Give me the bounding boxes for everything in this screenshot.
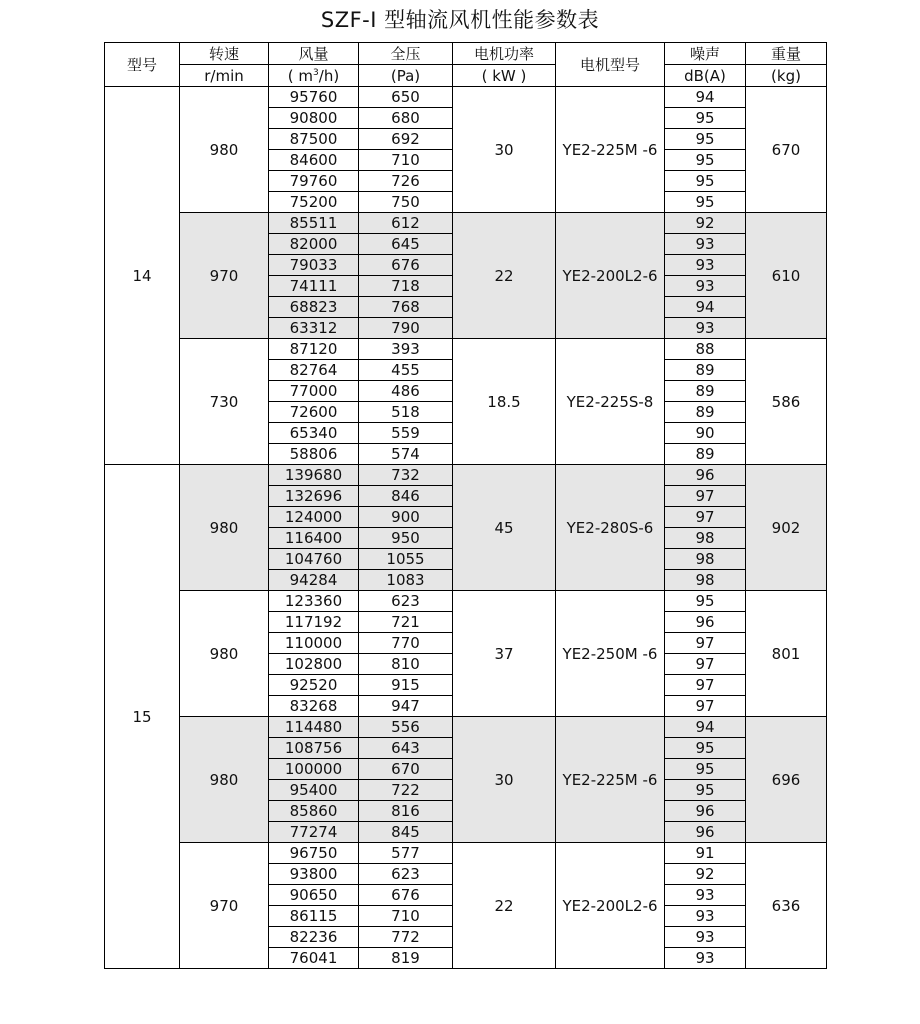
noise-cell: 96 [665, 801, 746, 822]
power-cell: 30 [453, 87, 556, 213]
pressure-cell: 623 [359, 591, 453, 612]
table-row [105, 465, 827, 486]
header-pressure-unit: (Pa) [359, 65, 453, 87]
noise-cell: 97 [665, 654, 746, 675]
table-row [105, 339, 827, 360]
airflow-cell: 85860 [269, 801, 359, 822]
table-row [105, 843, 827, 864]
airflow-cell: 95760 [269, 87, 359, 108]
pressure-cell: 559 [359, 423, 453, 444]
speed-cell: 980 [180, 87, 269, 213]
noise-cell: 91 [665, 843, 746, 864]
airflow-cell: 85511 [269, 213, 359, 234]
pressure-cell: 950 [359, 528, 453, 549]
noise-cell: 97 [665, 633, 746, 654]
pressure-cell: 846 [359, 486, 453, 507]
power-cell: 45 [453, 465, 556, 591]
power-cell: 22 [453, 843, 556, 969]
airflow-cell: 100000 [269, 759, 359, 780]
weight-cell: 670 [746, 87, 827, 213]
noise-cell: 93 [665, 234, 746, 255]
airflow-cell: 92520 [269, 675, 359, 696]
airflow-cell: 117192 [269, 612, 359, 633]
pressure-cell: 643 [359, 738, 453, 759]
weight-cell: 636 [746, 843, 827, 969]
pressure-cell: 768 [359, 297, 453, 318]
airflow-cell: 108756 [269, 738, 359, 759]
airflow-cell: 76041 [269, 948, 359, 969]
noise-cell: 95 [665, 759, 746, 780]
pressure-cell: 556 [359, 717, 453, 738]
weight-cell: 696 [746, 717, 827, 843]
table-body [105, 87, 827, 969]
motor-cell: YE2-225S-8 [556, 339, 665, 465]
pressure-cell: 486 [359, 381, 453, 402]
pressure-cell: 645 [359, 234, 453, 255]
pressure-cell: 623 [359, 864, 453, 885]
pressure-cell: 710 [359, 906, 453, 927]
noise-cell: 90 [665, 423, 746, 444]
motor-cell: YE2-225M -6 [556, 87, 665, 213]
airflow-cell: 82000 [269, 234, 359, 255]
pressure-cell: 722 [359, 780, 453, 801]
airflow-cell: 132696 [269, 486, 359, 507]
speed-cell: 980 [180, 591, 269, 717]
pressure-cell: 574 [359, 444, 453, 465]
pressure-cell: 819 [359, 948, 453, 969]
pressure-cell: 810 [359, 654, 453, 675]
pressure-cell: 732 [359, 465, 453, 486]
speed-cell: 730 [180, 339, 269, 465]
pressure-cell: 718 [359, 276, 453, 297]
airflow-cell: 87120 [269, 339, 359, 360]
airflow-cell: 84600 [269, 150, 359, 171]
airflow-cell: 77274 [269, 822, 359, 843]
airflow-cell: 86115 [269, 906, 359, 927]
airflow-cell: 75200 [269, 192, 359, 213]
airflow-cell: 90800 [269, 108, 359, 129]
airflow-cell: 139680 [269, 465, 359, 486]
noise-cell: 93 [665, 948, 746, 969]
header-weight-unit: (kg) [746, 65, 827, 87]
power-cell: 30 [453, 717, 556, 843]
noise-cell: 89 [665, 402, 746, 423]
header-noise: 噪声 [665, 43, 746, 65]
noise-cell: 98 [665, 570, 746, 591]
noise-cell: 95 [665, 150, 746, 171]
header-model: 型号 [105, 43, 180, 87]
airflow-cell: 63312 [269, 318, 359, 339]
table-row [105, 213, 827, 234]
noise-cell: 94 [665, 717, 746, 738]
noise-cell: 95 [665, 192, 746, 213]
header-speed: 转速 [180, 43, 269, 65]
power-cell: 37 [453, 591, 556, 717]
motor-cell: YE2-200L2-6 [556, 213, 665, 339]
airflow-cell: 83268 [269, 696, 359, 717]
airflow-cell: 110000 [269, 633, 359, 654]
speed-cell: 970 [180, 843, 269, 969]
pressure-cell: 612 [359, 213, 453, 234]
header-unit-row [105, 65, 827, 87]
noise-cell: 96 [665, 612, 746, 633]
airflow-cell: 79760 [269, 171, 359, 192]
noise-cell: 93 [665, 276, 746, 297]
noise-cell: 89 [665, 381, 746, 402]
noise-cell: 95 [665, 108, 746, 129]
pressure-cell: 1083 [359, 570, 453, 591]
airflow-cell: 68823 [269, 297, 359, 318]
airflow-cell: 87500 [269, 129, 359, 150]
header-pressure: 全压 [359, 43, 453, 65]
model-cell: 14 [105, 87, 180, 465]
airflow-cell: 79033 [269, 255, 359, 276]
header-speed-unit: r/min [180, 65, 269, 87]
airflow-cell: 116400 [269, 528, 359, 549]
table-row [105, 717, 827, 738]
noise-cell: 92 [665, 213, 746, 234]
power-cell: 18.5 [453, 339, 556, 465]
airflow-cell: 77000 [269, 381, 359, 402]
motor-cell: YE2-200L2-6 [556, 843, 665, 969]
power-cell: 22 [453, 213, 556, 339]
performance-table [104, 42, 827, 969]
model-cell: 15 [105, 465, 180, 969]
noise-cell: 89 [665, 360, 746, 381]
airflow-cell: 124000 [269, 507, 359, 528]
pressure-cell: 770 [359, 633, 453, 654]
pressure-cell: 726 [359, 171, 453, 192]
header-airflow: 风量 [269, 43, 359, 65]
pressure-cell: 680 [359, 108, 453, 129]
pressure-cell: 577 [359, 843, 453, 864]
airflow-cell: 90650 [269, 885, 359, 906]
airflow-cell: 96750 [269, 843, 359, 864]
noise-cell: 89 [665, 444, 746, 465]
weight-cell: 801 [746, 591, 827, 717]
noise-cell: 88 [665, 339, 746, 360]
pressure-cell: 710 [359, 150, 453, 171]
noise-cell: 92 [665, 864, 746, 885]
airflow-cell: 123360 [269, 591, 359, 612]
pressure-cell: 915 [359, 675, 453, 696]
header-power: 电机功率 [453, 43, 556, 65]
pressure-cell: 692 [359, 129, 453, 150]
noise-cell: 95 [665, 591, 746, 612]
pressure-cell: 845 [359, 822, 453, 843]
noise-cell: 97 [665, 696, 746, 717]
airflow-cell: 94284 [269, 570, 359, 591]
noise-cell: 96 [665, 822, 746, 843]
weight-cell: 902 [746, 465, 827, 591]
airflow-cell: 72600 [269, 402, 359, 423]
motor-cell: YE2-225M -6 [556, 717, 665, 843]
weight-cell: 586 [746, 339, 827, 465]
pressure-cell: 676 [359, 885, 453, 906]
airflow-cell: 58806 [269, 444, 359, 465]
page-title: SZF-I 型轴流风机性能参数表 [320, 8, 600, 32]
pressure-cell: 947 [359, 696, 453, 717]
header-airflow-unit: ( $m^3/h$) [269, 65, 359, 87]
noise-cell: 93 [665, 255, 746, 276]
table-row [105, 591, 827, 612]
speed-cell: 980 [180, 717, 269, 843]
speed-cell: 980 [180, 465, 269, 591]
pressure-cell: 455 [359, 360, 453, 381]
header-noise-unit: dB(A) [665, 65, 746, 87]
pressure-cell: 721 [359, 612, 453, 633]
noise-cell: 93 [665, 927, 746, 948]
speed-cell: 970 [180, 213, 269, 339]
noise-cell: 95 [665, 129, 746, 150]
noise-cell: 97 [665, 675, 746, 696]
pressure-cell: 393 [359, 339, 453, 360]
airflow-cell: 93800 [269, 864, 359, 885]
pressure-cell: 670 [359, 759, 453, 780]
pressure-cell: 772 [359, 927, 453, 948]
header-power-unit: ( kW ) [453, 65, 556, 87]
airflow-cell: 82764 [269, 360, 359, 381]
airflow-cell: 65340 [269, 423, 359, 444]
motor-cell: YE2-250M -6 [556, 591, 665, 717]
header-motor: 电机型号 [556, 43, 665, 87]
motor-cell: YE2-280S-6 [556, 465, 665, 591]
noise-cell: 98 [665, 528, 746, 549]
pressure-cell: 676 [359, 255, 453, 276]
airflow-cell: 104760 [269, 549, 359, 570]
noise-cell: 94 [665, 87, 746, 108]
noise-cell: 93 [665, 885, 746, 906]
pressure-cell: 816 [359, 801, 453, 822]
noise-cell: 95 [665, 780, 746, 801]
airflow-cell: 95400 [269, 780, 359, 801]
airflow-cell: 114480 [269, 717, 359, 738]
noise-cell: 95 [665, 738, 746, 759]
airflow-cell: 82236 [269, 927, 359, 948]
pressure-cell: 750 [359, 192, 453, 213]
noise-cell: 98 [665, 549, 746, 570]
weight-cell: 610 [746, 213, 827, 339]
airflow-cell: 74111 [269, 276, 359, 297]
noise-cell: 97 [665, 507, 746, 528]
pressure-cell: 650 [359, 87, 453, 108]
noise-cell: 97 [665, 486, 746, 507]
pressure-cell: 518 [359, 402, 453, 423]
pressure-cell: 900 [359, 507, 453, 528]
header-weight: 重量 [746, 43, 827, 65]
noise-cell: 93 [665, 318, 746, 339]
pressure-cell: 790 [359, 318, 453, 339]
noise-cell: 94 [665, 297, 746, 318]
noise-cell: 96 [665, 465, 746, 486]
noise-cell: 95 [665, 171, 746, 192]
airflow-cell: 102800 [269, 654, 359, 675]
table-row [105, 87, 827, 108]
pressure-cell: 1055 [359, 549, 453, 570]
noise-cell: 93 [665, 906, 746, 927]
header-row [105, 43, 827, 65]
